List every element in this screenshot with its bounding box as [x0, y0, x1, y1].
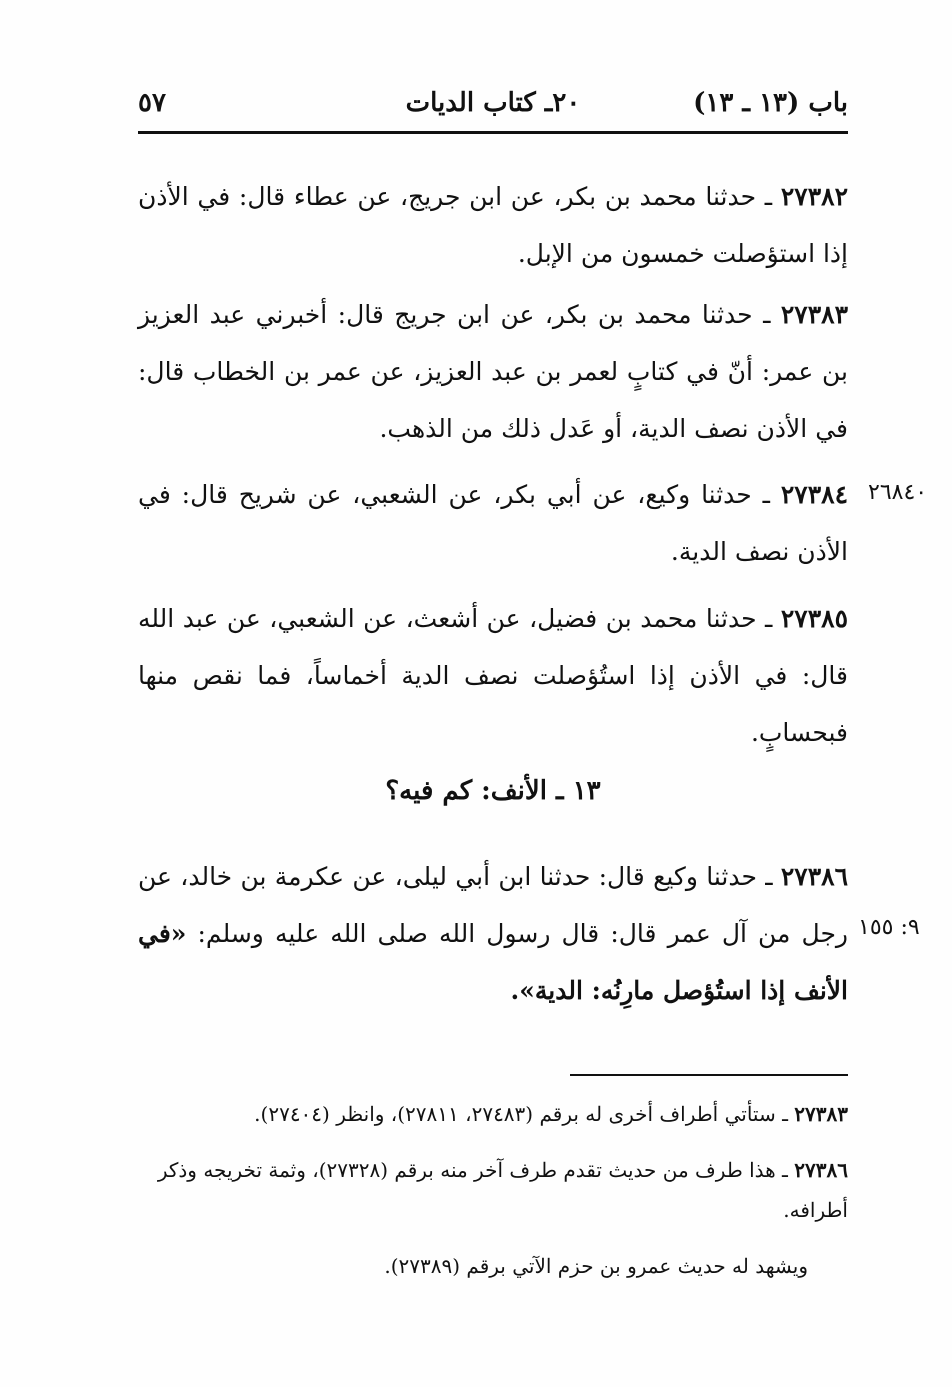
hadith-paragraph [138, 466, 848, 580]
hadith-text: ـ حدثنا محمد بن فضيل، عن أشعث، عن الشعبي، عن عبد الله قال: في الأذن إذا استُؤصلت نصف الدية أخماساً، فما نقص منها فبحسابٍ. [138, 604, 848, 747]
book-title: ٢٠ـ كتاب الديات [405, 88, 581, 118]
footnote-number: ٢٧٣٨٦ [794, 1158, 848, 1182]
chapter-range: باب (١٣ ـ ١٣) [693, 88, 848, 118]
hadith-paragraph [138, 848, 848, 1019]
hadith-paragraph [138, 168, 848, 282]
page-number: ٥٧ [138, 88, 166, 118]
footnote-number: ٢٧٣٨٣ [794, 1102, 848, 1126]
running-header [138, 88, 848, 128]
footnote-text: ويشهد له حديث عمرو بن حزم الآتي برقم (٢٧٣٨٩). [384, 1254, 808, 1278]
hadith-paragraph [138, 286, 848, 457]
footnote-text: ـ ستأتي أطراف أخرى له برقم (٢٧٤٨٣، ٢٧٨١١)، وانظر (٢٧٤٠٤). [254, 1102, 795, 1126]
footnote [138, 1246, 848, 1286]
footnote [138, 1150, 848, 1230]
hadith-text: ـ حدثنا وكيع قال: حدثنا ابن أبي ليلى، عن عكرمة بن خالد، عن رجل من آل عمر قال: قال رسول الله صلى الله عليه وسلم: [138, 862, 848, 948]
hadith-number: ٢٧٣٨٣ [780, 300, 848, 329]
header-rule [138, 131, 848, 134]
hadith-text: ـ حدثنا محمد بن بكر، عن ابن جريج، عن عطاء قال: في الأذن إذا استؤصلت خمسون من الإبل. [138, 182, 848, 268]
hadith-number: ٢٧٣٨٢ [780, 182, 848, 211]
hadith-number: ٢٧٣٨٦ [780, 862, 848, 891]
hadith-text: ـ حدثنا وكيع، عن أبي بكر، عن الشعبي، عن شريح قال: في الأذن نصف الدية. [138, 480, 848, 566]
margin-reference: ٩: ١٥٥ [858, 915, 920, 940]
section-title: ١٣ ـ الأنف: كم فيه؟ [385, 776, 601, 806]
hadith-number: ٢٧٣٨٥ [780, 604, 848, 633]
footnote [138, 1094, 848, 1134]
hadith-paragraph [138, 590, 848, 761]
hadith-number: ٢٧٣٨٤ [780, 480, 848, 509]
footnote-text: ـ هذا طرف من حديث تقدم طرف آخر منه برقم (٢٧٣٢٨)، وثمة تخريجه وذكر أطرافه. [157, 1158, 848, 1222]
margin-reference: ٢٦٨٤٠ [868, 480, 928, 505]
hadith-text: ـ حدثنا محمد بن بكر، عن ابن جريج قال: أخبرني عبد العزيز بن عمر: أنّ في كتابٍ لعمر بن عبد العزيز، عن عمر بن الخطاب قال: في الأذن نصف الدية، أو عَدل ذلك من الذهب. [138, 300, 848, 443]
prophetic-quote: «في الأنف إذا استُؤصل مارِنُه: الدية». [138, 919, 848, 1005]
footnote-rule [570, 1074, 848, 1076]
